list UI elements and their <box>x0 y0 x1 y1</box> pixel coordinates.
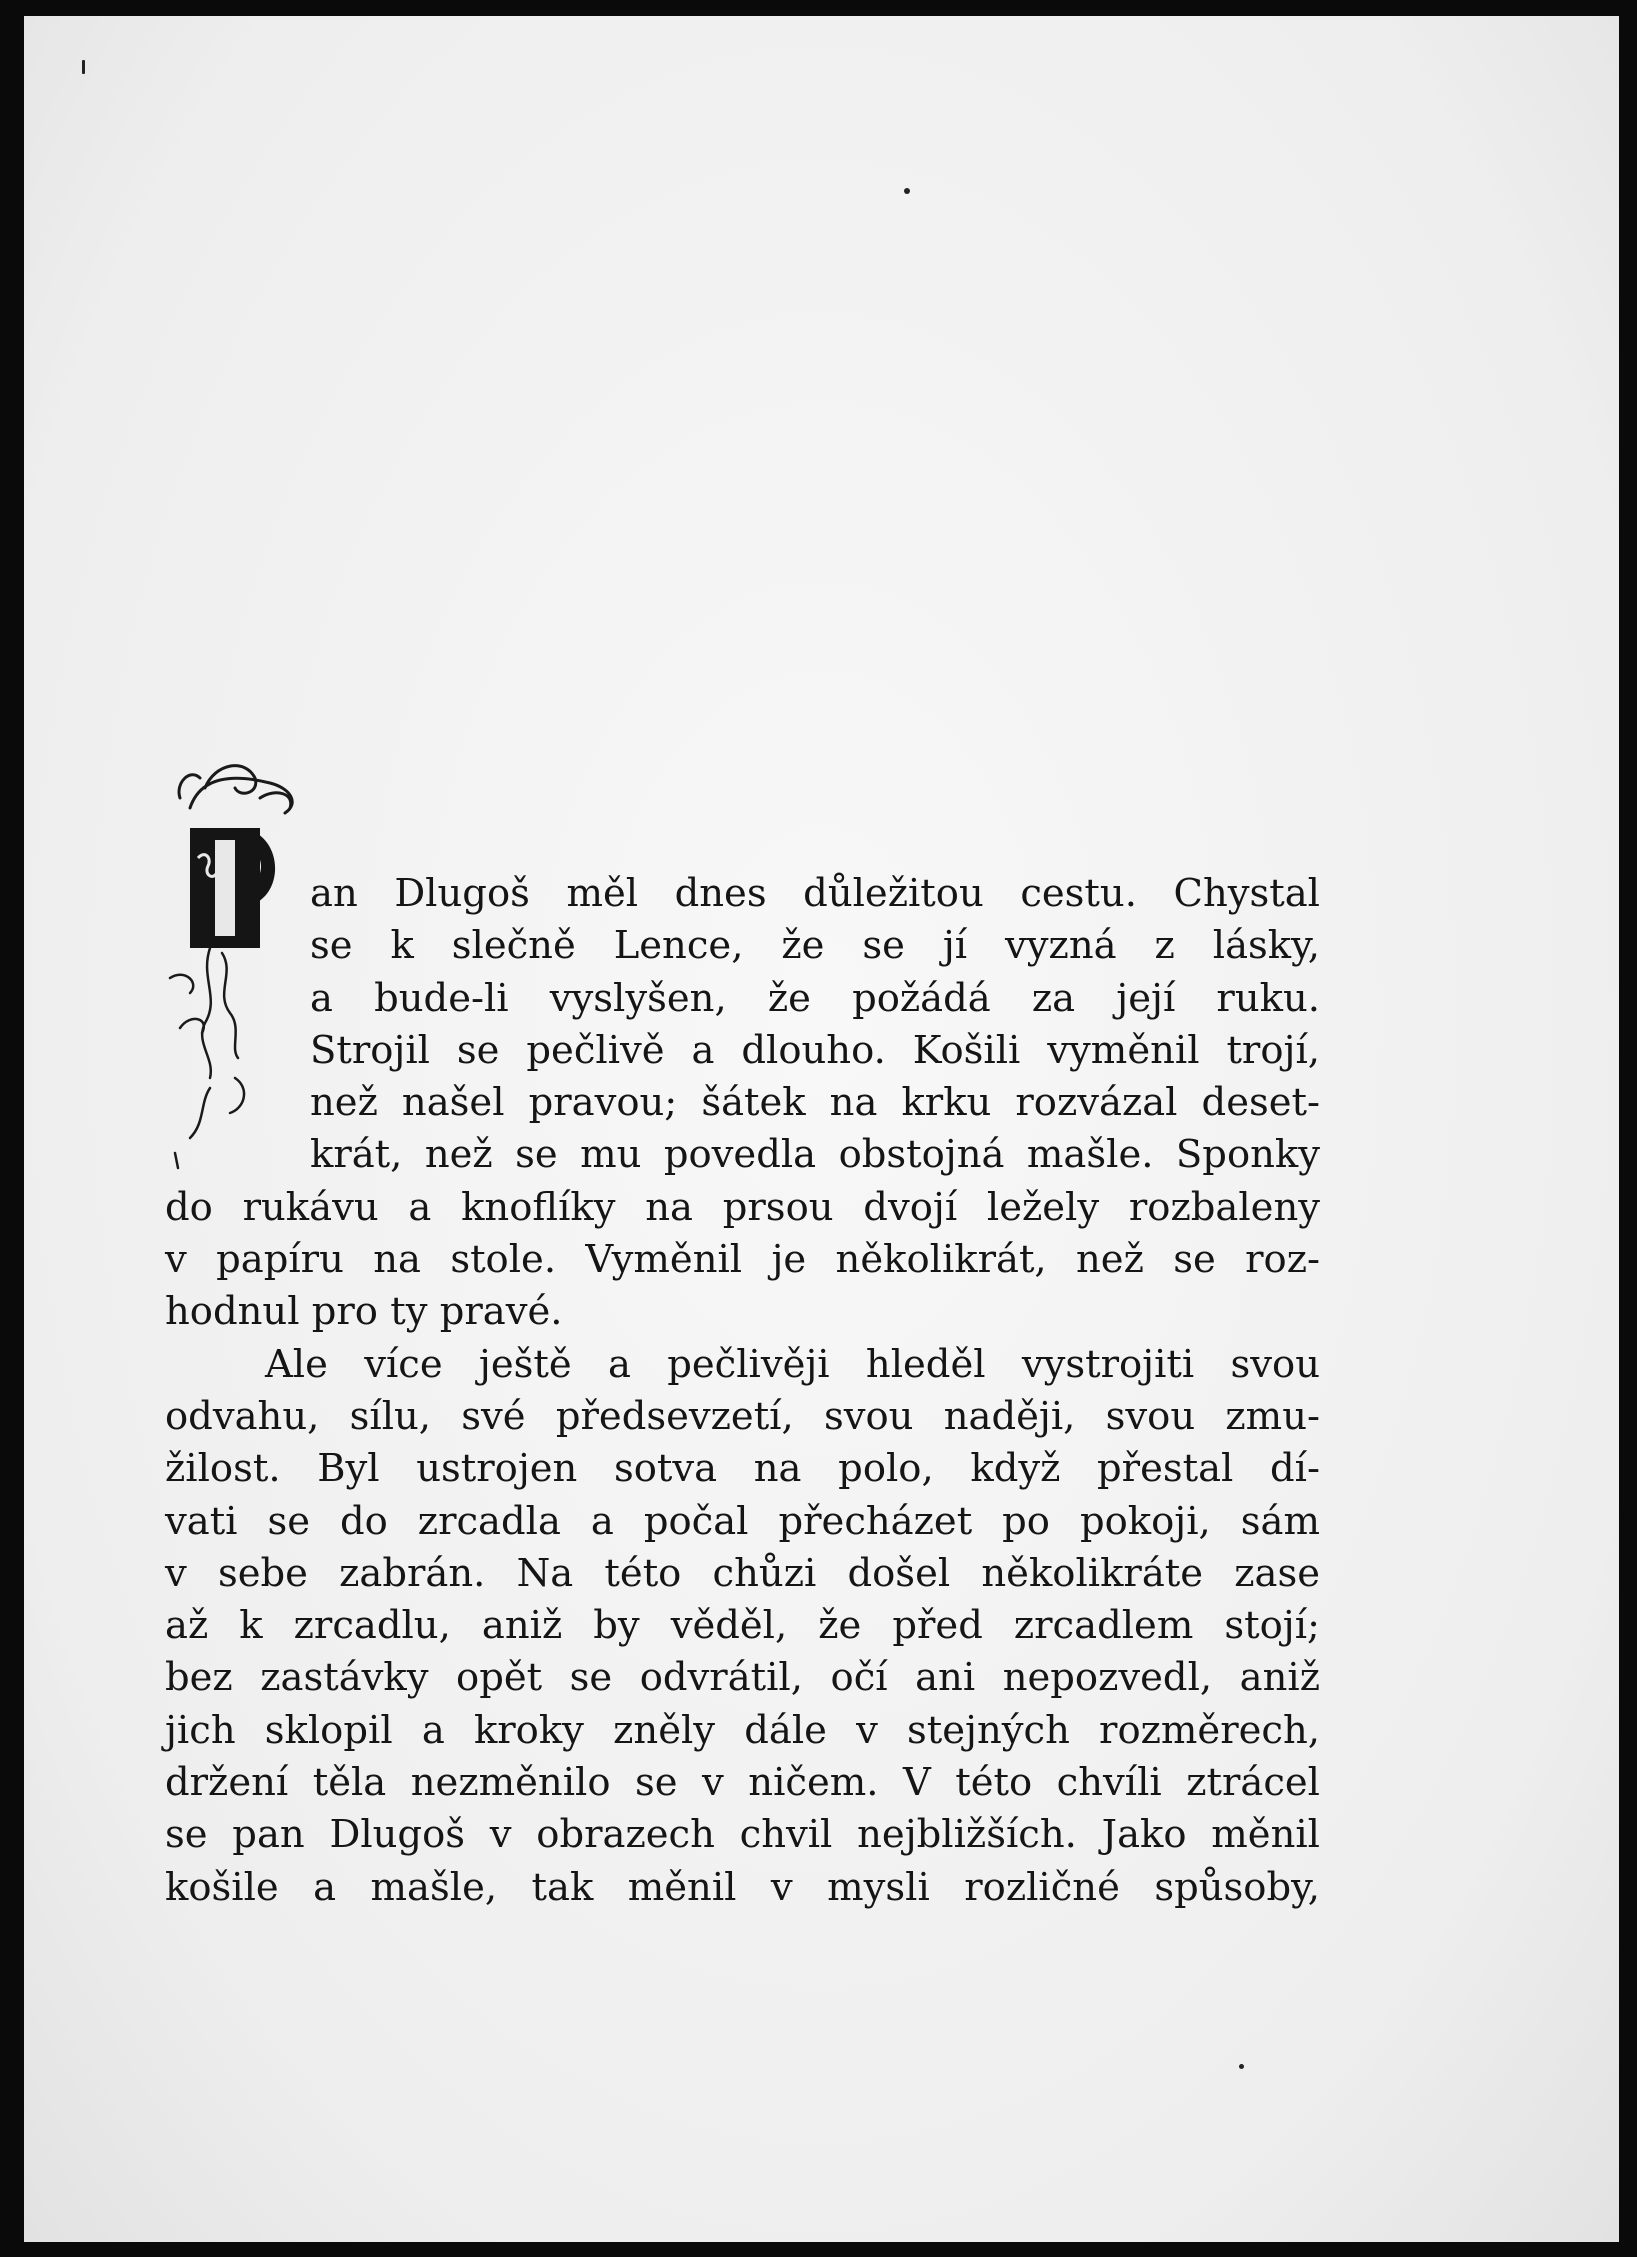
text-line: an Dlugoš měl dnes důležitou cestu. Chystal <box>310 871 1320 916</box>
text-line: odvahu, sílu, své předsevzetí, svou naději, svou zmu- <box>165 1393 1320 1439</box>
paragraph-1 <box>165 868 1320 1339</box>
text-line: a bude-li vyslyšen, že požádá za její ruku. <box>310 975 1320 1021</box>
ink-speck <box>904 188 910 194</box>
text-line: Ale více ještě a pečlivěji hleděl vystrojiti svou <box>265 1341 1320 1387</box>
text-line: držení těla nezměnilo se v ničem. V této chvíli ztrácel <box>165 1760 1320 1806</box>
ink-speck <box>82 60 85 74</box>
text-line: košile a mašle, tak měnil v mysli rozličné spůsoby, <box>165 1864 1320 1910</box>
text-line: Strojil se pečlivě a dlouho. Košili vyměnil trojí, <box>310 1027 1320 1073</box>
text-line: do rukávu a knoflíky na prsou dvojí ležely rozbaleny <box>165 1184 1320 1230</box>
text-line: až k zrcadlu, aniž by věděl, že před zrcadlem stojí; <box>165 1603 1320 1649</box>
text-line: v sebe zabrán. Na této chůzi došel několikráte zase <box>165 1550 1320 1596</box>
text-line: vati se do zrcadla a počal přecházet po pokoji, sám <box>165 1498 1320 1544</box>
ink-speck <box>1239 2064 1244 2069</box>
body-text <box>165 868 1320 1914</box>
text-line: krát, než se mu povedla obstojná mašle. Sponky <box>310 1132 1320 1178</box>
text-line: jich sklopil a kroky zněly dále v stejných rozměrech, <box>165 1707 1320 1753</box>
text-line: než našel pravou; šátek na krku rozvázal deset- <box>310 1080 1320 1126</box>
text-line: v papíru na stole. Vyměnil je několikrát, než se roz- <box>165 1237 1320 1283</box>
paragraph-2 <box>165 1339 1320 1914</box>
text-line: hodnul pro ty pravé. <box>165 1289 563 1335</box>
text-line: žilost. Byl ustrojen sotva na polo, když přestal dí- <box>165 1446 1320 1492</box>
text-line: se k slečně Lence, že se jí vyzná z lásky, <box>310 923 1320 969</box>
text-line: se pan Dlugoš v obrazech chvil nejbližších. Jako měnil <box>165 1812 1320 1858</box>
text-line: bez zastávky opět se odvrátil, očí ani nepozvedl, aniž <box>165 1655 1320 1701</box>
